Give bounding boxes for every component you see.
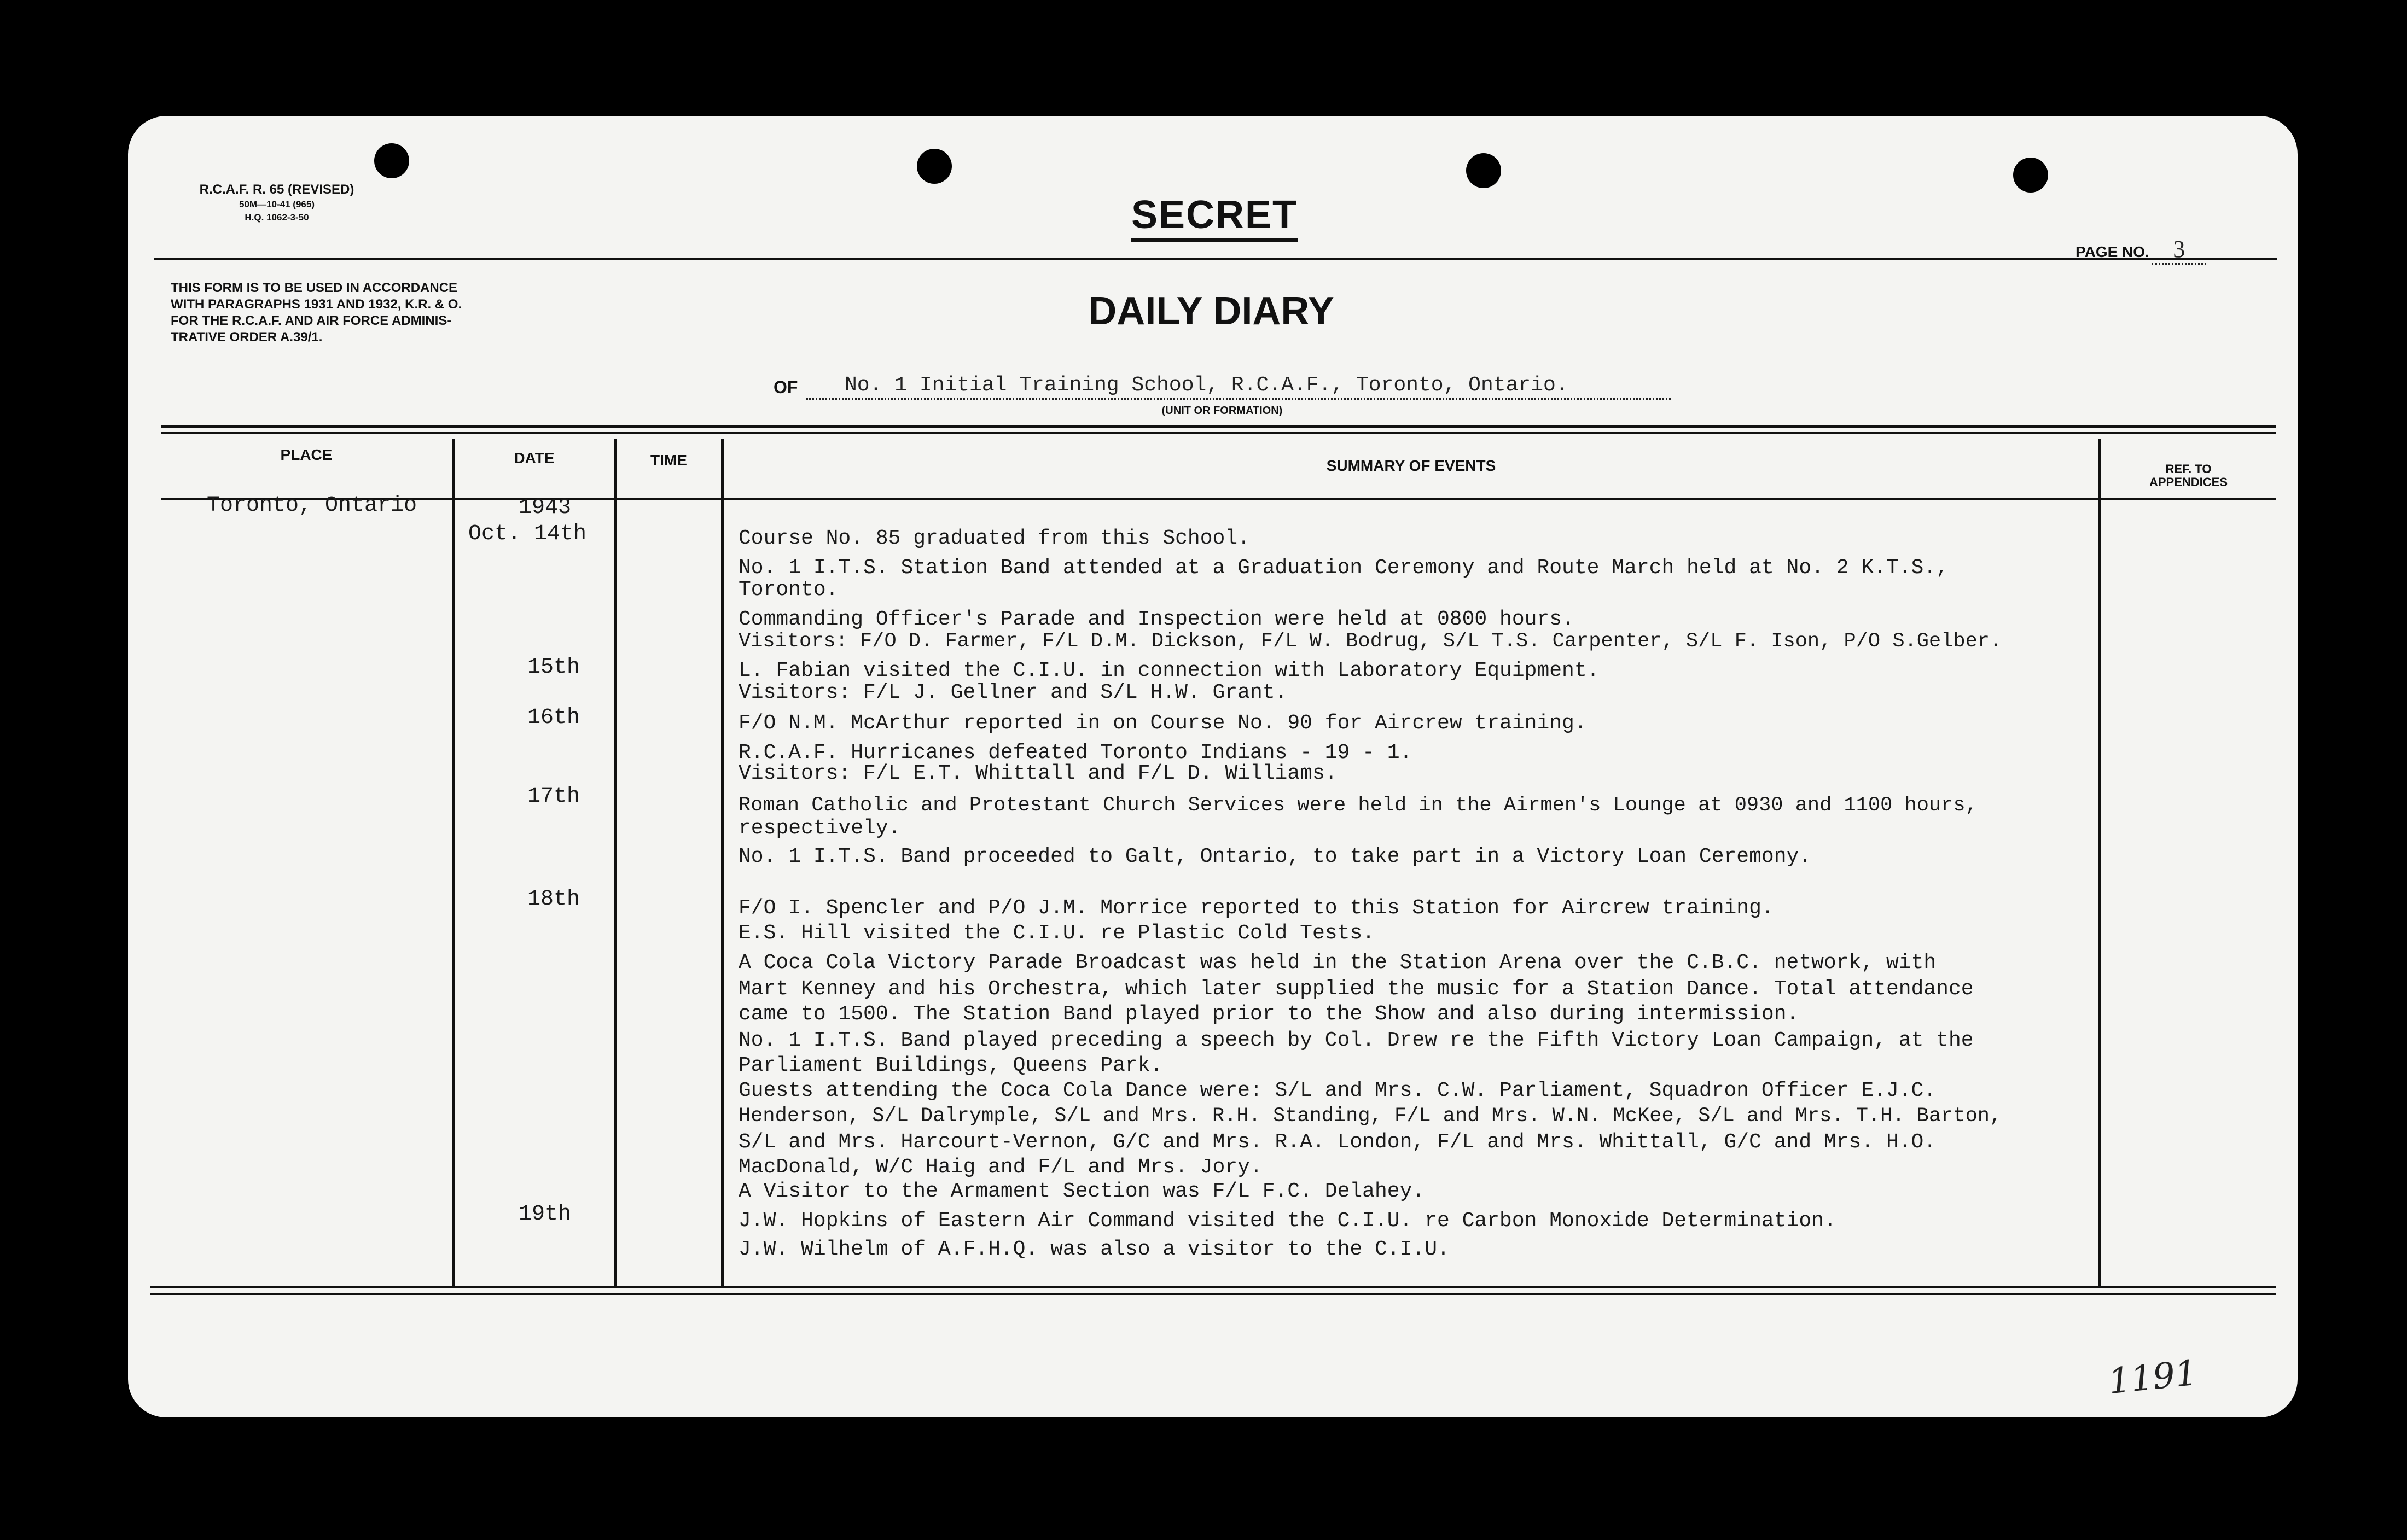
event-line: No. 1 I.T.S. Band proceeded to Galt, Ontario, to take part in a Victory Loan Ceremony. (739, 845, 1812, 868)
column-header-appendices-line: REF. TO (2165, 462, 2212, 476)
event-line: Toronto. (739, 578, 839, 602)
event-line: Henderson, S/L Dalrymple, S/L and Mrs. R.H. Standing, F/L and Mrs. W.N. McKee, S/L and Mrs. T.H. Barton, (739, 1105, 2002, 1128)
form-code-line: 50M—10-41 (965) (239, 199, 315, 209)
event-line: came to 1500. The Station Band played prior to the Show and also during intermission. (739, 1002, 1799, 1026)
event-line: J.W. Wilhelm of A.F.H.Q. was also a visitor to the C.I.U. (739, 1238, 1450, 1261)
event-line: Course No. 85 graduated from this School. (739, 527, 1250, 550)
diary-card (128, 116, 2298, 1418)
column-divider (2098, 439, 2101, 1286)
table-top-rule (161, 432, 2276, 434)
unit-name: No. 1 Initial Training School, R.C.A.F., Toronto, Ontario. (806, 373, 1671, 400)
punch-hole (1466, 153, 1501, 188)
column-divider (721, 439, 724, 1286)
event-line: R.C.A.F. Hurricanes defeated Toronto Indians - 19 - 1. (739, 741, 1412, 765)
page-number-value: 3 (2152, 235, 2206, 265)
date-entry: 15th (527, 655, 580, 680)
column-divider (452, 439, 455, 1286)
table-top-rule (161, 425, 2276, 428)
page-number-label: PAGE NO. (2075, 243, 2149, 260)
form-code-line: R.C.A.F. R. 65 (REVISED) (199, 182, 354, 197)
event-line: L. Fabian visited the C.I.U. in connection with Laboratory Equipment. (739, 659, 1600, 682)
event-line: S/L and Mrs. Harcourt-Vernon, G/C and Mrs. R.A. London, F/L and Mrs. Whittall, G/C and Mrs. H.O. (739, 1130, 1937, 1154)
unit-caption: (UNIT OR FORMATION) (1161, 405, 1283, 417)
event-line: A Visitor to the Armament Section was F/L F.C. Delahey. (739, 1180, 1425, 1203)
date-entry: 18th (527, 887, 580, 912)
event-line: Commanding Officer's Parade and Inspection were held at 0800 hours. (739, 608, 1574, 631)
event-line: F/O I. Spencler and P/O J.M. Morrice reported to this Station for Aircrew training. (739, 896, 1774, 920)
event-line: J.W. Hopkins of Eastern Air Command visited the C.I.U. re Carbon Monoxide Determination. (739, 1209, 1836, 1233)
event-line: Visitors: F/L E.T. Whittall and F/L D. Williams. (739, 762, 1338, 785)
column-header-rule (161, 498, 2276, 500)
usage-notice-line: WITH PARAGRAPHS 1931 AND 1932, K.R. & O. (171, 297, 462, 312)
event-line: Guests attending the Coca Cola Dance were: S/L and Mrs. C.W. Parliament, Squadron Officer E.J.C. (739, 1079, 1937, 1102)
column-divider (614, 439, 617, 1286)
unit-of-label: OF (774, 377, 798, 397)
event-line: F/O N.M. McArthur reported in on Course No. 90 for Aircrew training. (739, 711, 1587, 735)
form-code (173, 182, 381, 224)
column-header-date: DATE (514, 450, 555, 466)
header-rule (154, 258, 2277, 260)
date-entry: 19th (519, 1202, 572, 1227)
event-line: MacDonald, W/C Haig and F/L and Mrs. Jory. (739, 1156, 1263, 1179)
place-value: Toronto, Ontario (207, 493, 417, 518)
column-header-summary: SUMMARY OF EVENTS (1326, 457, 1496, 474)
column-header-place: PLACE (280, 446, 333, 463)
column-header-appendices-line: APPENDICES (2149, 475, 2228, 489)
event-line: No. 1 I.T.S. Station Band attended at a Graduation Ceremony and Route March held at No. 2 K.T.S., (739, 556, 1949, 580)
form-code-line: H.Q. 1062-3-50 (245, 212, 309, 223)
event-line: Visitors: F/O D. Farmer, F/L D.M. Dickson, F/L W. Bodrug, S/L T.S. Carpenter, S/L F. Ison, P/O S.Gelber. (739, 630, 2002, 653)
event-line: Mart Kenney and his Orchestra, which later supplied the music for a Station Dance. Total attendance (739, 977, 1974, 1001)
event-line: No. 1 I.T.S. Band played preceding a speech by Col. Drew re the Fifth Victory Loan Campaign, at the (739, 1029, 1974, 1052)
date-entry: Oct. 14th (468, 522, 587, 546)
usage-notice (171, 280, 462, 346)
date-entry: 17th (527, 784, 580, 809)
usage-notice-line: THIS FORM IS TO BE USED IN ACCORDANCE (171, 281, 458, 295)
date-entry: 16th (527, 705, 580, 730)
usage-notice-line: TRATIVE ORDER A.39/1. (171, 330, 323, 345)
usage-notice-line: FOR THE R.C.A.F. AND AIR FORCE ADMINIS- (171, 313, 452, 328)
table-bottom-rule (150, 1286, 2276, 1288)
column-header-time: TIME (650, 452, 687, 469)
date-year: 1943 (519, 495, 572, 520)
event-line: Parliament Buildings, Queens Park. (739, 1054, 1163, 1077)
classification-stamp (1100, 192, 1329, 237)
column-header-appendices (2101, 463, 2276, 489)
event-line: respectively. (739, 816, 901, 840)
table-bottom-rule (150, 1293, 2276, 1295)
classification-label: SECRET (1131, 193, 1298, 242)
event-line: E.S. Hill visited the C.I.U. re Plastic Cold Tests. (739, 921, 1375, 945)
event-line: Visitors: F/L J. Gellner and S/L H.W. Grant. (739, 681, 1288, 704)
punch-hole (2013, 158, 2048, 192)
event-line: Roman Catholic and Protestant Church Services were held in the Airmen's Lounge at 0930 and 1100 hours, (739, 794, 1978, 817)
event-line: A Coca Cola Victory Parade Broadcast was held in the Station Arena over the C.B.C. network, with (739, 951, 1937, 975)
form-title: DAILY DIARY (1088, 289, 1334, 333)
punch-hole (917, 149, 952, 184)
punch-hole (374, 143, 409, 178)
handwritten-folio: 1191 (2106, 1352, 2200, 1403)
